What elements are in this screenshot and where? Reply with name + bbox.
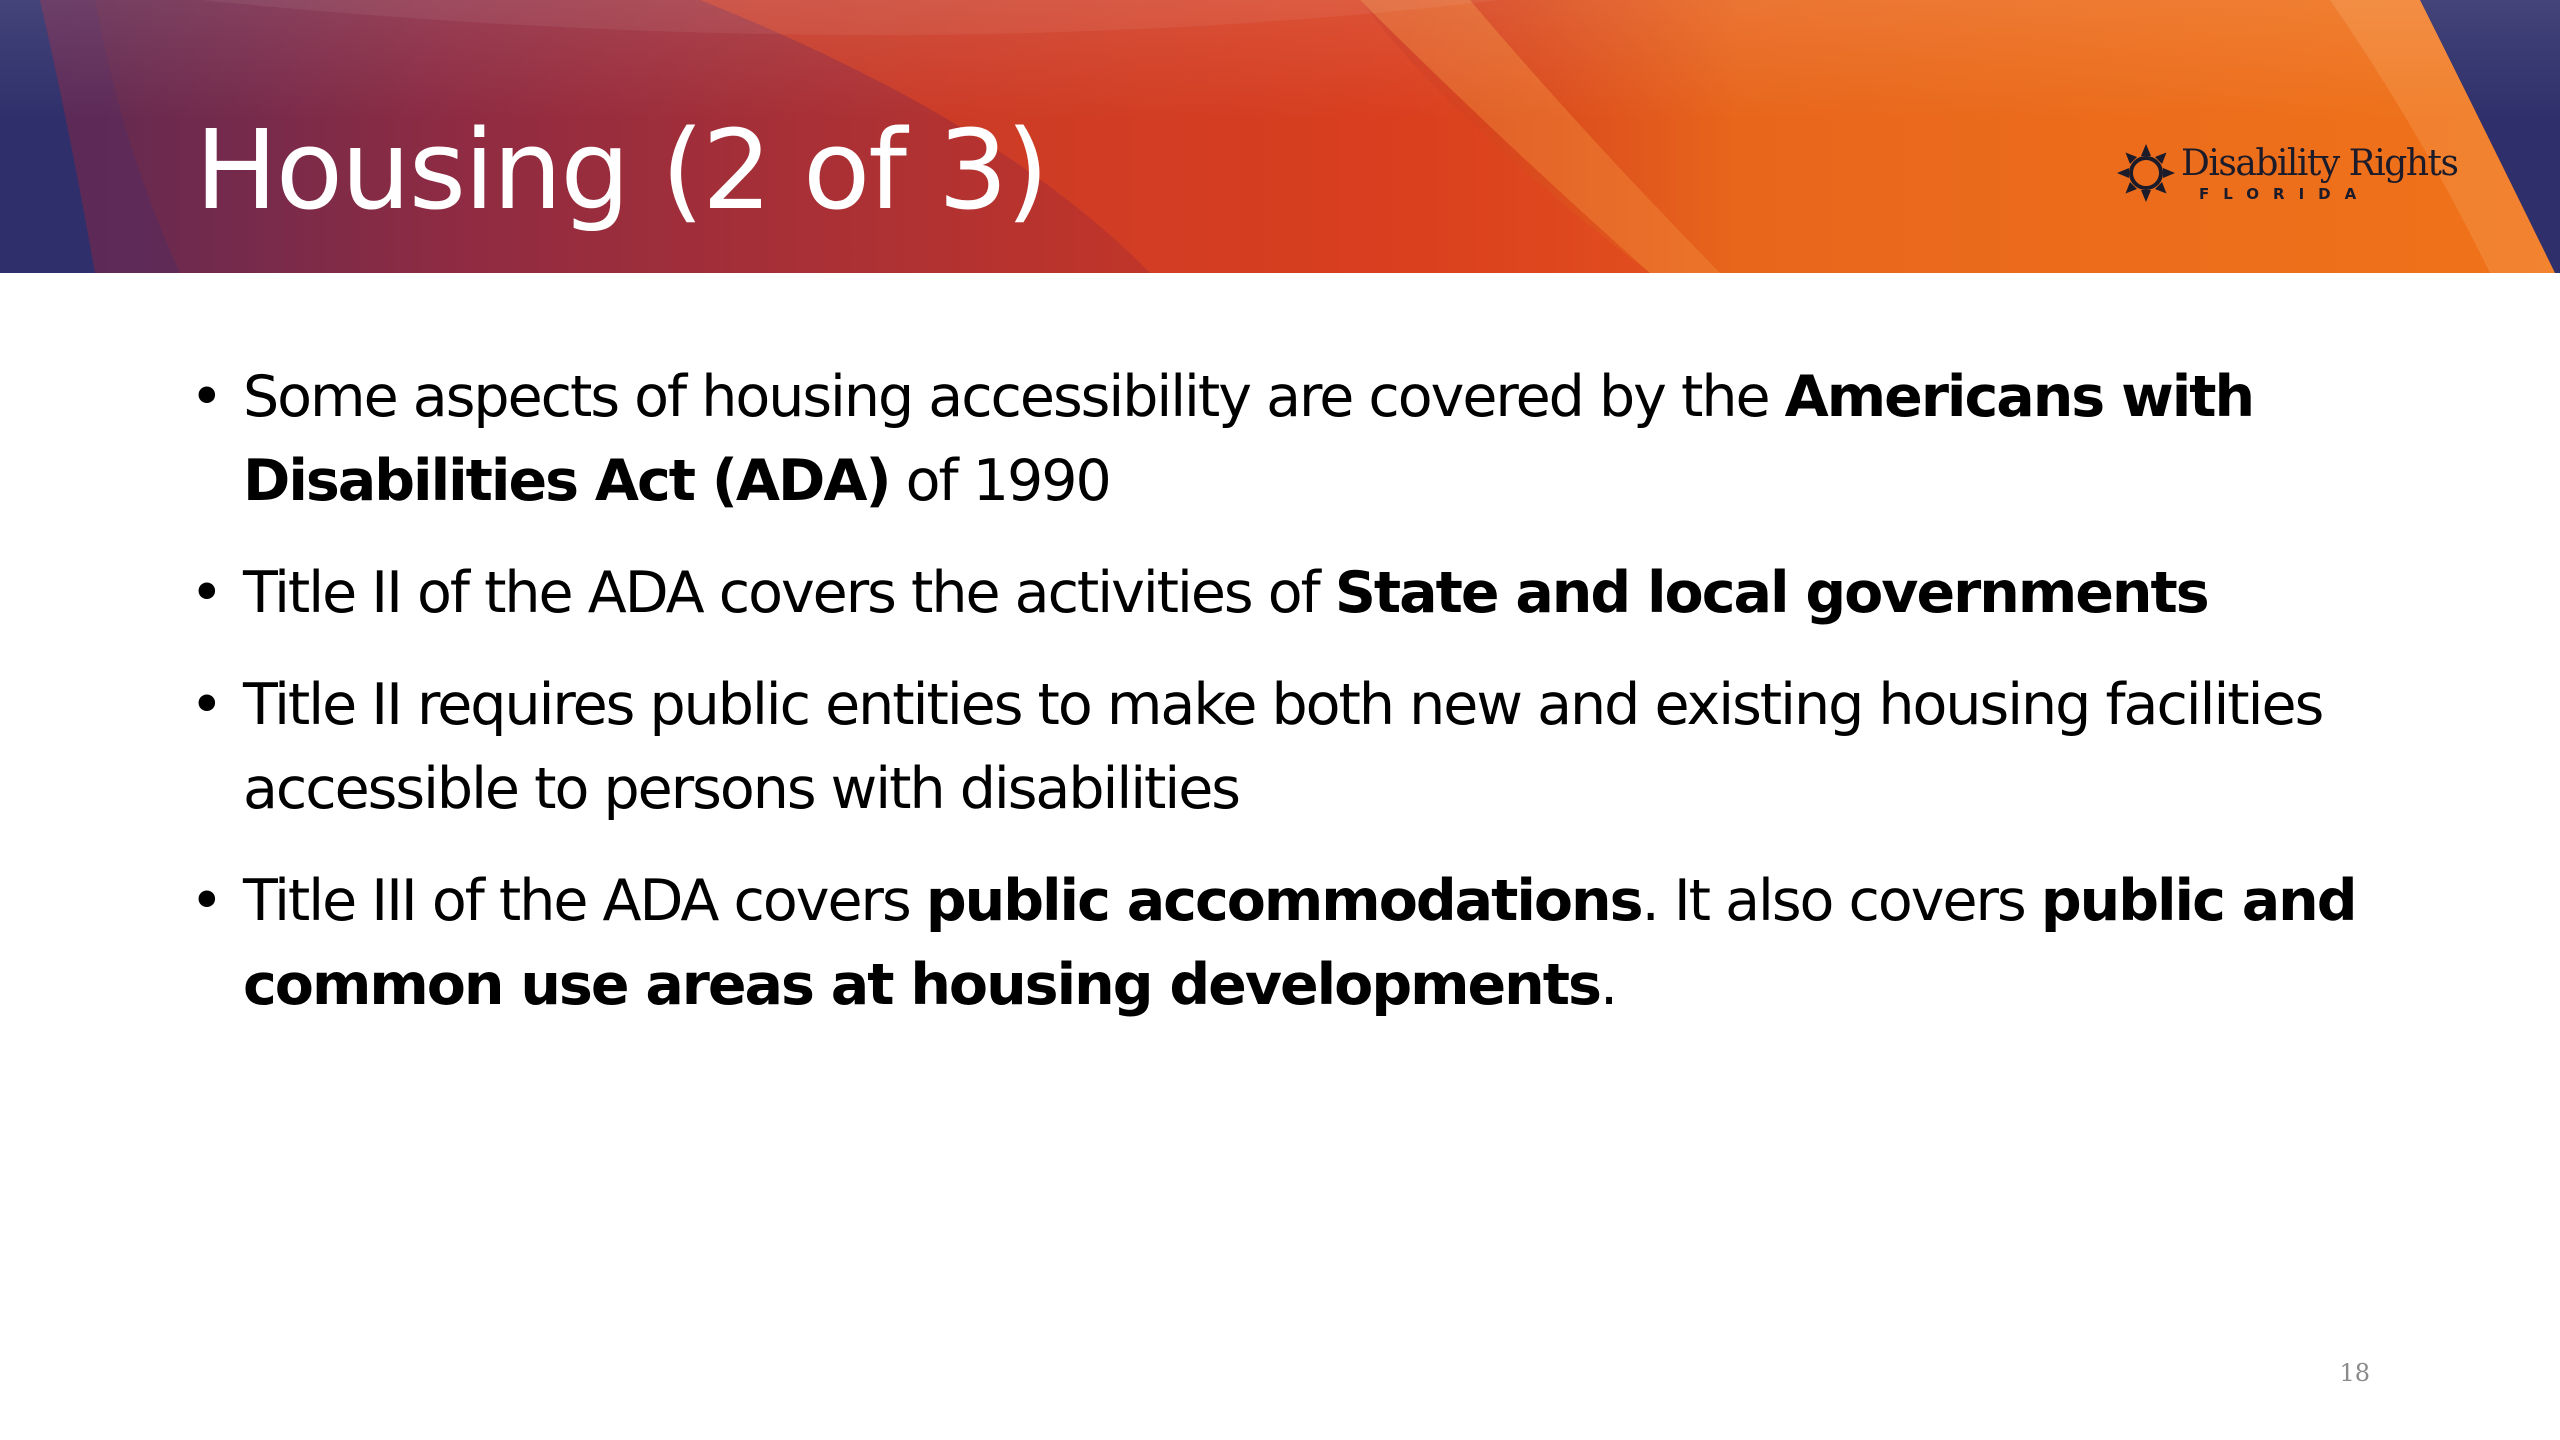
- bullet-text-bold: public accommodations: [925, 868, 1642, 934]
- page-number: 18: [2339, 1359, 2370, 1387]
- bullet-text: . It also covers: [1641, 868, 2041, 934]
- header-banner: [0, 0, 2560, 273]
- bullet-text: of 1990: [889, 448, 1110, 514]
- bullet-text-bold: State and local governments: [1334, 560, 2208, 626]
- bullet-text-bold: Americans with Disabilities Act (ADA): [243, 364, 2254, 514]
- bullet-text: Some aspects of housing accessibility are covered by the: [243, 364, 1785, 430]
- bullet-text: Title II requires public entities to make both new and existing housing facilities accessible to persons with disabilities: [243, 672, 2323, 822]
- bullet-item: [190, 551, 2400, 635]
- bullet-text: .: [1599, 952, 1617, 1018]
- sun-star-icon: [2115, 142, 2177, 204]
- bullet-item: [190, 663, 2400, 831]
- logo-name: Disability Rights: [2181, 143, 2458, 184]
- bullet-text: Title III of the ADA covers: [243, 868, 926, 934]
- bullet-text-bold: public and common use areas at housing developments: [243, 868, 2356, 1018]
- bullet-item: [190, 355, 2400, 523]
- bullet-list: [190, 355, 2400, 1055]
- bullet-text: Title II of the ADA covers the activities of: [243, 560, 1335, 626]
- disability-rights-florida-logo: [2115, 142, 2458, 212]
- slide-title: Housing (2 of 3): [195, 106, 1047, 234]
- bullet-item: [190, 859, 2400, 1027]
- logo-subtitle: FLORIDA: [2199, 185, 2371, 203]
